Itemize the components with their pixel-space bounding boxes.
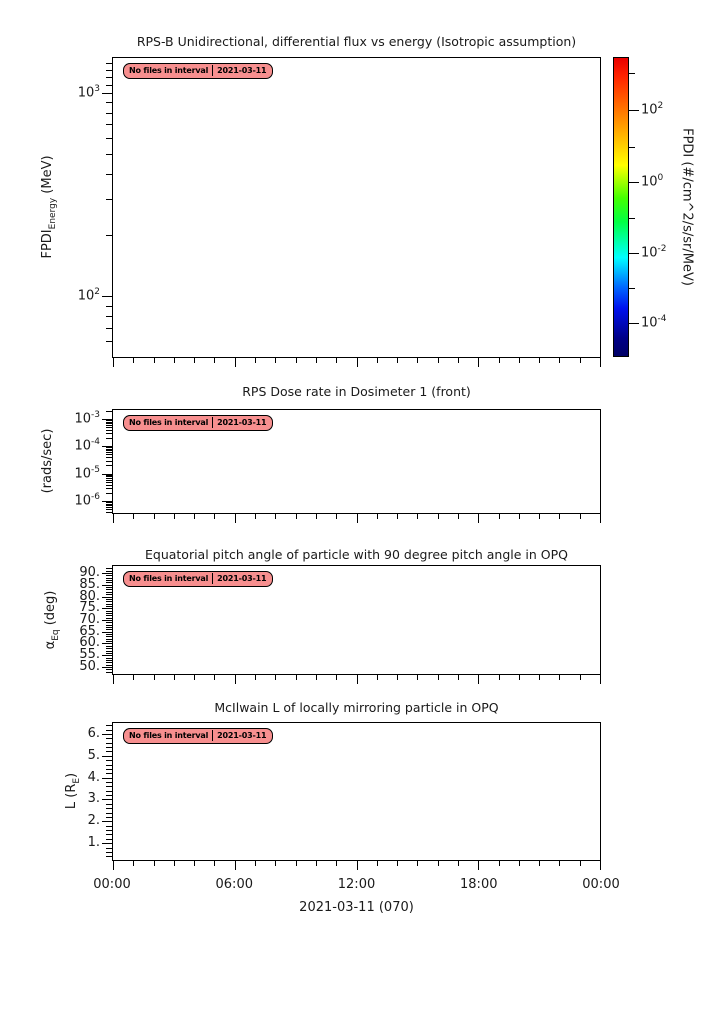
y-minor-tick xyxy=(106,662,113,663)
x-minor-tick xyxy=(275,358,276,363)
y-minor-tick xyxy=(106,512,113,513)
x-minor-tick xyxy=(133,514,134,519)
x-minor-tick xyxy=(174,514,175,519)
y-major-tick xyxy=(102,643,113,644)
x-major-tick xyxy=(600,675,601,684)
panel2-title: RPS Dose rate in Dosimeter 1 (front) xyxy=(242,384,471,399)
x-minor-tick xyxy=(154,861,155,866)
no-data-badge xyxy=(123,571,273,587)
y-major-tick xyxy=(102,843,113,844)
x-minor-tick xyxy=(438,514,439,519)
y-minor-tick xyxy=(106,839,113,840)
y-tick-label: 6. xyxy=(87,725,100,741)
y-minor-tick xyxy=(106,63,113,64)
x-major-tick xyxy=(113,861,114,870)
colorbar-axis-label: FPDI (#/cm^2/s/sr/MeV) xyxy=(679,128,695,286)
no-data-text: No files in interval xyxy=(129,731,209,740)
y-minor-tick xyxy=(106,571,113,572)
y-minor-tick xyxy=(106,102,113,103)
y-tick-label: 80. xyxy=(79,588,100,604)
y-minor-tick xyxy=(106,493,113,494)
x-minor-tick xyxy=(519,514,520,519)
y-minor-tick xyxy=(106,488,113,489)
x-minor-tick xyxy=(255,861,256,866)
x-axis-date-label: 2021-03-11 (070) xyxy=(299,900,414,915)
y-major-tick xyxy=(102,756,113,757)
x-minor-tick xyxy=(519,861,520,866)
x-minor-tick xyxy=(417,514,418,519)
x-minor-tick xyxy=(539,861,540,866)
y-minor-tick xyxy=(106,430,113,431)
x-major-tick xyxy=(600,358,601,367)
x-minor-tick xyxy=(296,358,297,363)
y-minor-tick xyxy=(106,658,113,659)
x-minor-tick xyxy=(499,514,500,519)
y-minor-tick xyxy=(106,669,113,670)
x-minor-tick xyxy=(397,861,398,866)
x-minor-tick xyxy=(458,514,459,519)
y-minor-tick xyxy=(106,808,113,809)
y-minor-tick xyxy=(106,316,113,317)
x-minor-tick xyxy=(519,675,520,680)
y-minor-tick xyxy=(106,411,113,412)
x-minor-tick xyxy=(539,514,540,519)
x-minor-tick xyxy=(174,358,175,363)
x-minor-tick xyxy=(275,675,276,680)
x-minor-tick xyxy=(255,514,256,519)
y-minor-tick xyxy=(106,653,113,654)
y-minor-tick xyxy=(106,817,113,818)
x-minor-tick xyxy=(499,861,500,866)
y-minor-tick xyxy=(106,174,113,175)
colorbar-major-tick xyxy=(629,253,639,254)
y-minor-tick xyxy=(106,328,113,329)
y-minor-tick xyxy=(106,438,113,439)
x-major-tick xyxy=(235,514,236,523)
x-minor-tick xyxy=(336,358,337,363)
colorbar-axis xyxy=(613,57,667,357)
y-minor-tick xyxy=(106,457,113,458)
badge-divider xyxy=(212,573,213,584)
y-minor-tick xyxy=(106,786,113,787)
no-data-date: 2021-03-11 xyxy=(217,731,267,740)
colorbar-major-tick xyxy=(629,323,639,324)
x-minor-tick xyxy=(499,675,500,680)
x-minor-tick xyxy=(316,675,317,680)
x-axis-tick-labels xyxy=(93,877,620,893)
x-minor-tick xyxy=(316,514,317,519)
y-minor-tick xyxy=(106,852,113,853)
y-tick-label: $10^{-3}$ xyxy=(74,409,100,427)
x-tick-label: 18:00 xyxy=(460,877,498,892)
y-minor-tick xyxy=(106,629,113,630)
colorbar-minor-tick xyxy=(629,147,635,148)
x-minor-tick xyxy=(580,675,581,680)
y-minor-tick xyxy=(106,154,113,155)
y-minor-tick xyxy=(106,606,113,607)
y-minor-tick xyxy=(106,124,113,125)
y-tick-label: 50. xyxy=(79,658,100,674)
x-minor-tick xyxy=(519,358,520,363)
x-minor-tick xyxy=(539,675,540,680)
y-minor-tick xyxy=(106,427,113,428)
x-minor-tick xyxy=(275,861,276,866)
x-major-tick xyxy=(478,514,479,523)
x-minor-tick xyxy=(194,514,195,519)
y-minor-tick xyxy=(106,70,113,71)
colorbar-tick-label: $10^{-2}$ xyxy=(641,243,667,260)
no-data-badge xyxy=(123,415,273,431)
no-data-text: No files in interval xyxy=(129,418,209,427)
panel4-y-axis-label: L $(R_E)$ xyxy=(64,772,82,810)
y-major-tick xyxy=(102,632,113,633)
x-major-tick xyxy=(478,675,479,684)
y-minor-tick xyxy=(106,461,113,462)
y-major-tick xyxy=(102,821,113,822)
y-minor-tick xyxy=(106,615,113,616)
y-tick-label: 55. xyxy=(79,646,100,662)
x-minor-tick xyxy=(559,675,560,680)
x-minor-tick xyxy=(255,675,256,680)
y-minor-tick xyxy=(106,751,113,752)
y-minor-tick xyxy=(106,848,113,849)
y-minor-tick xyxy=(106,625,113,626)
y-minor-tick xyxy=(106,660,113,661)
x-minor-tick xyxy=(296,861,297,866)
x-major-tick xyxy=(113,675,114,684)
x-minor-tick xyxy=(174,675,175,680)
y-minor-tick xyxy=(106,830,113,831)
x-major-tick xyxy=(357,358,358,367)
y-minor-tick xyxy=(106,634,113,635)
no-data-date: 2021-03-11 xyxy=(217,418,267,427)
y-minor-tick xyxy=(106,433,113,434)
x-major-tick xyxy=(600,861,601,870)
panel1-title: RPS-B Unidirectional, differential flux vs energy (Isotropic assumption) xyxy=(136,34,577,49)
y-minor-tick xyxy=(106,594,113,595)
no-data-text: No files in interval xyxy=(129,574,209,583)
x-major-tick xyxy=(113,358,114,367)
badge-divider xyxy=(212,417,213,428)
x-minor-tick xyxy=(214,675,215,680)
panel4-plot-area xyxy=(87,722,601,861)
y-minor-tick xyxy=(106,507,113,508)
y-minor-tick xyxy=(106,730,113,731)
panel1-plot-area xyxy=(77,57,601,358)
x-major-tick xyxy=(235,861,236,870)
y-minor-tick xyxy=(106,341,113,342)
x-tick-label: 06:00 xyxy=(215,877,253,892)
x-minor-tick xyxy=(417,358,418,363)
x-minor-tick xyxy=(214,861,215,866)
x-minor-tick xyxy=(499,358,500,363)
x-minor-tick xyxy=(559,514,560,519)
no-data-badge xyxy=(123,63,273,79)
x-minor-tick xyxy=(336,861,337,866)
y-minor-tick xyxy=(106,235,113,236)
y-tick-label: 70. xyxy=(79,611,100,627)
y-minor-tick xyxy=(106,599,113,600)
x-major-tick xyxy=(113,514,114,523)
y-tick-label: 2. xyxy=(87,812,100,828)
y-minor-tick xyxy=(106,618,113,619)
x-tick-label: 00:00 xyxy=(582,877,620,892)
x-major-tick xyxy=(600,514,601,523)
y-major-tick xyxy=(102,296,113,297)
x-minor-tick xyxy=(194,861,195,866)
y-minor-tick xyxy=(106,85,113,86)
y-major-tick xyxy=(102,620,113,621)
x-minor-tick xyxy=(438,861,439,866)
y-major-tick xyxy=(102,608,113,609)
y-tick-label: 65. xyxy=(79,623,100,639)
y-minor-tick xyxy=(106,425,113,426)
y-major-tick xyxy=(102,597,113,598)
y-tick-label: 1. xyxy=(87,834,100,850)
x-minor-tick xyxy=(296,514,297,519)
y-minor-tick xyxy=(106,725,113,726)
y-tick-label: 4. xyxy=(87,769,100,785)
y-minor-tick xyxy=(106,636,113,637)
y-minor-tick xyxy=(106,651,113,652)
colorbar-minor-tick xyxy=(629,218,635,219)
y-minor-tick xyxy=(106,804,113,805)
y-minor-tick xyxy=(106,747,113,748)
y-minor-tick xyxy=(106,199,113,200)
y-minor-tick xyxy=(106,568,113,569)
colorbar-major-tick xyxy=(629,110,639,111)
x-minor-tick xyxy=(539,358,540,363)
x-minor-tick xyxy=(438,675,439,680)
y-major-tick xyxy=(102,667,113,668)
y-tick-label: 90. xyxy=(79,564,100,580)
y-tick-label: 60. xyxy=(79,635,100,651)
x-minor-tick xyxy=(438,358,439,363)
y-minor-tick xyxy=(106,791,113,792)
y-major-tick xyxy=(102,585,113,586)
y-minor-tick xyxy=(106,454,113,455)
y-minor-tick xyxy=(106,646,113,647)
y-minor-tick xyxy=(106,782,113,783)
y-minor-tick xyxy=(106,641,113,642)
y-minor-tick xyxy=(106,575,113,576)
y-tick-label: $10^3$ xyxy=(77,83,100,101)
x-minor-tick xyxy=(154,514,155,519)
y-minor-tick xyxy=(106,856,113,857)
y-minor-tick xyxy=(106,485,113,486)
y-major-tick xyxy=(102,778,113,779)
x-major-tick xyxy=(357,861,358,870)
y-minor-tick xyxy=(106,665,113,666)
y-tick-label: 5. xyxy=(87,747,100,763)
y-tick-label: 75. xyxy=(79,599,100,615)
colorbar-tick-label: $10^0$ xyxy=(641,173,664,190)
x-minor-tick xyxy=(458,675,459,680)
y-tick-label: $10^{-5}$ xyxy=(74,464,100,481)
y-minor-tick xyxy=(106,604,113,605)
panel1-y-axis-label: $FPDI_{Energy}$ (MeV) xyxy=(40,155,58,259)
y-minor-tick xyxy=(106,587,113,588)
x-minor-tick xyxy=(377,861,378,866)
x-minor-tick xyxy=(458,358,459,363)
y-minor-tick xyxy=(106,589,113,590)
y-minor-tick xyxy=(106,452,113,453)
x-major-tick xyxy=(235,358,236,367)
y-minor-tick xyxy=(106,765,113,766)
y-minor-tick xyxy=(106,773,113,774)
x-minor-tick xyxy=(580,861,581,866)
y-minor-tick xyxy=(106,306,113,307)
x-minor-tick xyxy=(214,514,215,519)
panel2-plot-area xyxy=(74,409,601,514)
y-major-tick xyxy=(102,573,113,574)
panel3-title: Equatorial pitch angle of particle with 90 degree pitch angle in OPQ xyxy=(144,547,569,562)
x-minor-tick xyxy=(559,358,560,363)
x-minor-tick xyxy=(336,675,337,680)
colorbar-minor-tick xyxy=(629,73,635,74)
y-tick-label: $10^2$ xyxy=(77,287,100,304)
x-tick-label: 12:00 xyxy=(337,877,376,892)
x-minor-tick xyxy=(458,861,459,866)
y-major-tick xyxy=(102,655,113,656)
colorbar-tick-label: $10^2$ xyxy=(641,101,664,118)
colorbar-minor-tick xyxy=(629,288,635,289)
colorbar-tick-label: $10^{-4}$ xyxy=(641,313,667,331)
y-minor-tick xyxy=(106,622,113,623)
y-major-tick xyxy=(102,799,113,800)
x-major-tick xyxy=(357,514,358,523)
x-minor-tick xyxy=(377,358,378,363)
y-minor-tick xyxy=(106,743,113,744)
no-data-badge xyxy=(123,728,273,744)
y-minor-tick xyxy=(106,769,113,770)
x-major-tick xyxy=(235,675,236,684)
no-data-date: 2021-03-11 xyxy=(217,66,267,75)
y-minor-tick xyxy=(106,611,113,612)
x-minor-tick xyxy=(316,358,317,363)
y-minor-tick xyxy=(106,760,113,761)
x-minor-tick xyxy=(397,514,398,519)
x-minor-tick xyxy=(397,675,398,680)
x-minor-tick xyxy=(580,358,581,363)
y-minor-tick xyxy=(106,672,113,673)
badge-divider xyxy=(212,65,213,76)
x-major-tick xyxy=(478,358,479,367)
y-minor-tick xyxy=(106,648,113,649)
y-minor-tick xyxy=(106,795,113,796)
x-minor-tick xyxy=(275,514,276,519)
x-minor-tick xyxy=(133,675,134,680)
y-tick-label: 3. xyxy=(87,791,100,807)
x-minor-tick xyxy=(417,861,418,866)
x-minor-tick xyxy=(316,861,317,866)
x-minor-tick xyxy=(133,358,134,363)
y-minor-tick xyxy=(106,592,113,593)
x-minor-tick xyxy=(255,358,256,363)
y-minor-tick xyxy=(106,77,113,78)
x-minor-tick xyxy=(397,358,398,363)
x-minor-tick xyxy=(559,861,560,866)
panel3-plot-area xyxy=(79,564,601,675)
y-tick-label: $10^{-4}$ xyxy=(74,437,100,454)
panel4-title: McIlwain L of locally mirroring particle in OPQ xyxy=(214,700,499,715)
y-minor-tick xyxy=(106,639,113,640)
y-tick-label: 85. xyxy=(79,576,100,592)
x-tick-label: 00:00 xyxy=(93,877,131,892)
no-data-text: No files in interval xyxy=(129,66,209,75)
x-minor-tick xyxy=(296,675,297,680)
panel3-y-axis-label: $\alpha_{Eq}$ (deg) xyxy=(43,590,61,650)
no-data-date: 2021-03-11 xyxy=(217,574,267,583)
y-minor-tick xyxy=(106,826,113,827)
y-minor-tick xyxy=(106,813,113,814)
x-minor-tick xyxy=(194,358,195,363)
y-minor-tick xyxy=(106,834,113,835)
x-minor-tick xyxy=(174,861,175,866)
x-minor-tick xyxy=(580,514,581,519)
y-minor-tick xyxy=(106,627,113,628)
y-minor-tick xyxy=(106,482,113,483)
y-minor-tick xyxy=(106,601,113,602)
y-minor-tick xyxy=(106,738,113,739)
y-minor-tick xyxy=(106,113,113,114)
x-minor-tick xyxy=(154,675,155,680)
x-minor-tick xyxy=(194,675,195,680)
x-minor-tick xyxy=(336,514,337,519)
y-tick-label: $10^{-6}$ xyxy=(74,491,100,509)
y-minor-tick xyxy=(106,580,113,581)
x-minor-tick xyxy=(377,675,378,680)
x-major-tick xyxy=(357,675,358,684)
y-minor-tick xyxy=(106,138,113,139)
badge-divider xyxy=(212,730,213,741)
y-minor-tick xyxy=(106,582,113,583)
y-minor-tick xyxy=(106,509,113,510)
x-minor-tick xyxy=(133,861,134,866)
x-minor-tick xyxy=(417,675,418,680)
y-minor-tick xyxy=(106,480,113,481)
x-minor-tick xyxy=(377,514,378,519)
x-major-tick xyxy=(478,861,479,870)
y-major-tick xyxy=(102,93,113,94)
panel2-y-axis-label: (rads/sec) xyxy=(40,428,56,494)
y-minor-tick xyxy=(106,578,113,579)
y-minor-tick xyxy=(106,465,113,466)
x-minor-tick xyxy=(154,358,155,363)
y-minor-tick xyxy=(106,613,113,614)
y-major-tick xyxy=(102,734,113,735)
x-minor-tick xyxy=(214,358,215,363)
colorbar-major-tick xyxy=(629,182,639,183)
